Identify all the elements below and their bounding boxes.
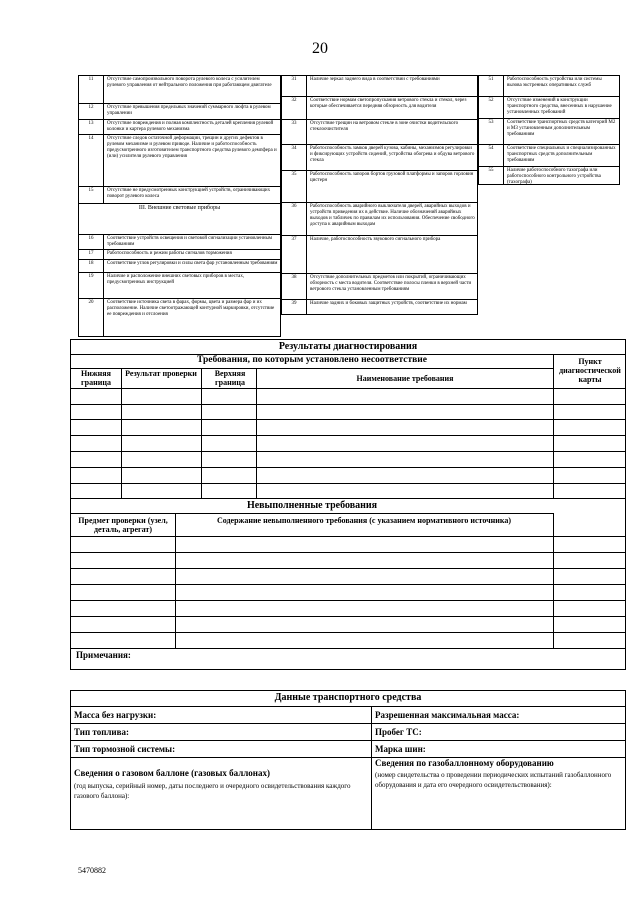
column-header-upper-bound: Верхняя граница xyxy=(214,369,246,387)
row-line xyxy=(71,419,625,420)
checklist-row xyxy=(78,135,281,187)
item-text: Соответствие углов регулировки и силы света фар установленным требованиям xyxy=(104,260,281,272)
column-header-requirement-name: Наименование требования xyxy=(356,374,454,383)
checklist-row xyxy=(281,300,477,315)
item-number: 34 xyxy=(281,145,307,170)
column-line xyxy=(175,513,176,648)
item-text: Наличие, работоспособность звукового сигнального прибора xyxy=(310,237,441,242)
checklist-row xyxy=(281,171,477,203)
item-number: 13 xyxy=(78,120,104,134)
column-line xyxy=(201,368,202,498)
gas-equipment-note: (номер свидетельства о проведении периодических испытаний газобаллонного оборудования и дата его очередного освидетельствования): xyxy=(375,771,612,789)
item-number: 31 xyxy=(281,76,307,96)
item-text: Работоспособность устройства или системы вызова экстренных оперативных служб xyxy=(507,77,602,88)
item-text: Наличие работоспособного тахографа или работоспособного контрольного устройства (тахографа) xyxy=(507,168,601,185)
divider xyxy=(71,513,553,514)
item-number: 52 xyxy=(478,97,504,118)
unmet-requirements-title: Невыполненные требования xyxy=(246,500,378,511)
checklist-row xyxy=(281,274,477,300)
item-number: 33 xyxy=(281,120,307,144)
checklist-row xyxy=(78,235,281,250)
gas-cylinder-title: Сведения о газовом баллоне (газовых баллонах) xyxy=(74,768,270,778)
column-line xyxy=(553,513,554,648)
row-line xyxy=(71,467,625,468)
item-text: Работоспособность и режим работы сигналов торможения xyxy=(104,250,281,259)
checklist-row xyxy=(78,120,281,135)
column-header-result: Результат проверки xyxy=(125,369,197,378)
item-number: 51 xyxy=(478,76,504,96)
checklist-row xyxy=(78,299,281,337)
item-number: 53 xyxy=(478,119,504,144)
checklist-column-right xyxy=(478,76,620,185)
item-number: 11 xyxy=(78,76,104,103)
item-text: Соответствие источника света в фарах, формы, цвета и размера фар и их расположение. Наличие светоотражающей контурной маркировки, отсутствие ее повреждения и отслоения xyxy=(104,299,281,336)
row-line xyxy=(71,648,625,649)
item-text: Отсутствие дополнительных предметов или покрытий, ограничивающих обзорность с места водителя. Соответствие полосы пленки в верхней части ветрового стекла установленным требованиям xyxy=(310,275,472,292)
row-line xyxy=(71,483,625,484)
item-text: Отсутствие самопроизвольного поворота рулевого колеса с усилителем рулевого управления от нейтрального положения при работающем двигателе xyxy=(104,76,281,103)
item-number: 19 xyxy=(78,273,104,298)
checklist-row xyxy=(281,120,477,145)
checklist-column-middle xyxy=(281,76,478,315)
checklist-row xyxy=(478,97,619,119)
results-title: Результаты диагностирования xyxy=(278,341,418,352)
checklist-table xyxy=(78,75,620,336)
row-line xyxy=(71,568,625,569)
requirements-title: Требования, по которым установлено несоответствие xyxy=(197,355,427,365)
item-number: 16 xyxy=(78,235,104,249)
checklist-row xyxy=(78,76,281,104)
item-text: Соответствие устройств освещения и световой сигнализации установленным требованиям xyxy=(104,235,281,249)
checklist-row xyxy=(478,76,619,97)
row-line xyxy=(71,435,625,436)
item-text: Наличие зеркал заднего вида в соответствии с требованиями xyxy=(310,77,440,82)
item-text: Работоспособность запоров бортов грузовой платформы и запоров горловин цистерн xyxy=(310,172,474,183)
item-number: 14 xyxy=(78,135,104,186)
divider xyxy=(71,723,625,724)
vehicle-data-section xyxy=(70,690,626,830)
row-line xyxy=(71,404,625,405)
checklist-row xyxy=(78,104,281,120)
column-header-content: Содержание невыполненного требования (с указанием нормативного источника) xyxy=(216,516,512,525)
item-text: Отсутствие не предусмотренных конструкцией устройств, ограничивающих поворот рулевого колеса xyxy=(104,187,281,203)
row-line xyxy=(71,584,625,585)
vehicle-data-title: Данные транспортного средства xyxy=(274,692,422,703)
checklist-row xyxy=(281,203,477,236)
item-number: 39 xyxy=(281,300,307,314)
item-number: 35 xyxy=(281,171,307,202)
item-text: Отсутствие изменений в конструкции транспортного средства, внесенных в нарушение установленных требований xyxy=(507,98,612,115)
row-line xyxy=(71,552,625,553)
item-text: Отсутствие трещин на ветровом стекле в зоне очистки водительского стеклоочистителя xyxy=(310,121,459,132)
row-line xyxy=(71,632,625,633)
checklist-row xyxy=(78,273,281,299)
field-mileage: Пробег ТС: xyxy=(375,727,422,737)
column-header-lower-bound: Нижняя граница xyxy=(81,369,111,387)
item-number: 37 xyxy=(281,236,307,273)
field-max-mass: Разрешенная максимальная масса: xyxy=(375,710,520,720)
checklist-row xyxy=(281,76,477,97)
column-line xyxy=(256,368,257,498)
field-brake-system: Тип тормозной системы: xyxy=(74,744,176,754)
column-header-subject: Предмет проверки (узел, деталь, агрегат) xyxy=(78,516,168,534)
gas-cylinder-note: (год выпуска, серийный номер, даты последнего и очередного освидетельствования каждого газового баллона): xyxy=(74,782,351,800)
item-number: 12 xyxy=(78,104,104,119)
divider xyxy=(71,536,625,537)
checklist-row xyxy=(478,167,619,185)
row-line xyxy=(71,616,625,617)
divider xyxy=(71,706,625,707)
section-heading: III. Внешние световые приборы xyxy=(78,204,281,235)
item-text: Отсутствие повреждения и полная комплектность деталей крепления рулевой колонки и картера рулевого механизма xyxy=(104,120,281,134)
document-id: 5470882 xyxy=(78,866,106,875)
diagnostic-results-section xyxy=(70,339,626,670)
divider xyxy=(71,388,625,389)
item-text: Соответствие нормам светопропускания ветрового стекла и стекол, через которые обеспечивается передняя обзорность для водителя xyxy=(310,98,467,109)
divider xyxy=(71,740,625,741)
item-number: 20 xyxy=(78,299,104,336)
item-number: 36 xyxy=(281,203,307,235)
checklist-row xyxy=(78,187,281,204)
item-text: Наличие задних и боковых защитных устройств, соответствие их нормам xyxy=(310,301,467,306)
item-text: Работоспособность замков дверей кузова, кабины, механизмов регулировки и фиксирующих устройств сидений, устройства обогрева и обдува ветрового стекла xyxy=(310,146,475,163)
item-text: Работоспособность аварийного выключателя дверей, аварийных выходов и устройств приведения их в действие. Наличие обозначений аварийных выходов и табличек по правилам их использования. Обеспечение свободного доступа к аварийным выходам xyxy=(310,204,475,227)
item-text: Отсутствие следов остаточной деформации, трещин и других дефектов в рулевом механизме и рулевом приводе. Наличие и работоспособность предусмотренного изготовителем транспортного средства рулевого демпфера и (или) усилителя рулевого управления xyxy=(104,135,281,186)
field-unladen-mass: Масса без нагрузки: xyxy=(74,710,157,720)
item-number: 38 xyxy=(281,274,307,299)
item-number: 18 xyxy=(78,260,104,272)
remarks-label: Примечания: xyxy=(76,650,131,660)
checklist-row xyxy=(78,250,281,260)
item-text: Отсутствие превышения предельных значений суммарного люфта в рулевом управлении xyxy=(104,104,281,119)
checklist-column-left xyxy=(78,76,281,337)
checklist-row xyxy=(281,236,477,274)
row-line xyxy=(71,451,625,452)
checklist-row xyxy=(478,145,619,167)
gas-equipment-title: Сведения по газобаллонному оборудованию xyxy=(375,758,554,768)
checklist-row xyxy=(78,260,281,273)
field-tire-brand: Марка шин: xyxy=(375,744,426,754)
checklist-row xyxy=(281,145,477,171)
column-header-card-item: Пункт диагностической карты xyxy=(559,357,621,384)
column-line xyxy=(371,706,372,830)
page-number: 20 xyxy=(312,40,328,57)
item-number: 55 xyxy=(478,167,504,185)
item-text: Наличие и расположение внешних световых приборов в местах, предусмотренных инструкцией xyxy=(104,273,281,298)
checklist-row xyxy=(478,119,619,145)
item-number: 15 xyxy=(78,187,104,203)
checklist-row xyxy=(281,97,477,120)
field-fuel-type: Тип топлива: xyxy=(74,727,129,737)
item-number: 54 xyxy=(478,145,504,166)
item-text: Соответствие специальных и специализированных транспортных средств дополнительным требованиям xyxy=(507,146,616,163)
row-line xyxy=(71,498,625,499)
column-line xyxy=(121,368,122,498)
item-number: 32 xyxy=(281,97,307,119)
column-line xyxy=(553,354,554,498)
item-text: Соответствие транспортных средств категорий М2 и М3 установленным дополнительным требованиям xyxy=(507,120,616,137)
row-line xyxy=(71,600,625,601)
item-number: 17 xyxy=(78,250,104,259)
